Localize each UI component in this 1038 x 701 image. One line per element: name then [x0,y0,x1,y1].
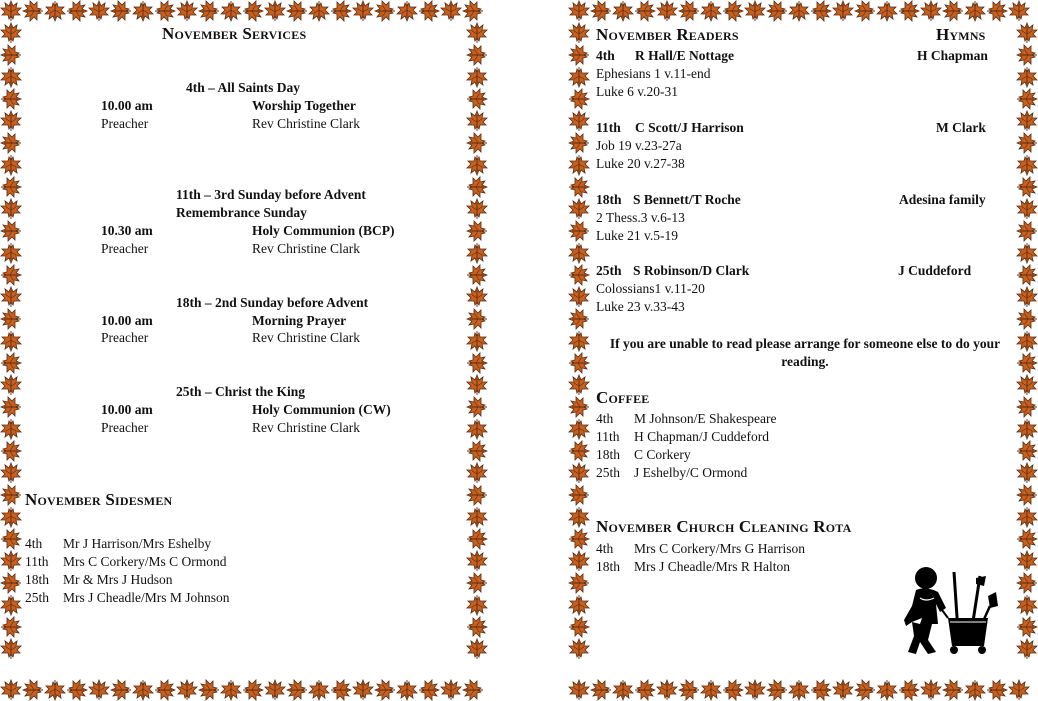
maple-leaf-icon [568,352,590,374]
maple-leaf-icon [568,330,590,352]
maple-leaf-icon [22,0,44,22]
maple-leaf-icon [466,308,488,330]
maple-leaf-icon [0,242,22,264]
maple-leaf-icon [466,242,488,264]
reading-1: Colossians1 v.11-20 [596,281,705,296]
right-page [568,0,1038,701]
maple-leaf-icon [0,484,22,506]
maple-leaf-icon [0,198,22,220]
maple-leaf-icon [330,679,352,701]
reading-2: Luke 20 v.27-38 [596,156,685,171]
maple-leaf-icon [1016,286,1038,308]
cleaner-with-mop-and-bucket-icon [902,562,1002,658]
maple-leaf-icon [0,330,22,352]
maple-leaf-icon [0,616,22,638]
maple-leaf-icon [466,154,488,176]
maple-leaf-icon [568,308,590,330]
maple-leaf-icon [920,679,942,701]
maple-leaf-icon [466,506,488,528]
reader-names: S Bennett/T Roche [633,192,741,207]
maple-leaf-icon [466,352,488,374]
rota-date: 18th [596,447,621,462]
rota-names: C Corkery [634,447,691,462]
maple-leaf-icon [1016,352,1038,374]
maple-leaf-icon [466,484,488,506]
maple-leaf-icon [44,679,66,701]
maple-leaf-icon [1016,44,1038,66]
maple-leaf-icon [418,0,440,22]
maple-leaf-icon [110,679,132,701]
maple-leaf-icon [722,0,744,22]
maple-leaf-icon [1016,572,1038,594]
maple-leaf-icon [466,198,488,220]
rota-names: Mrs J Cheadle/Mrs M Johnson [63,590,230,605]
maple-leaf-icon [1016,528,1038,550]
rota-date: 18th [25,572,50,587]
maple-leaf-icon [198,0,220,22]
maple-leaf-icon [418,679,440,701]
service-name: Holy Communion (BCP) [252,223,395,238]
maple-leaf-icon [462,0,484,22]
maple-leaf-icon [1016,396,1038,418]
rota-date: 25th [596,465,621,480]
maple-leaf-icon [466,286,488,308]
maple-leaf-icon [66,679,88,701]
maple-leaf-icon [0,0,22,22]
maple-leaf-icon [466,638,488,660]
preacher-name: Rev Christine Clark [252,241,360,256]
reading-1: Ephesians 1 v.11-end [596,66,711,81]
rota-names: Mr & Mrs J Hudson [63,572,173,587]
maple-leaf-icon [898,0,920,22]
leaf-border-bottom [0,679,488,701]
maple-leaf-icon [854,0,876,22]
maple-leaf-icon [678,0,700,22]
maple-leaf-icon [810,0,832,22]
reading-1: Job 19 v.23-27a [596,138,682,153]
maple-leaf-icon [568,550,590,572]
maple-leaf-icon [964,679,986,701]
maple-leaf-icon [1016,110,1038,132]
rota-date: 4th [596,411,614,426]
maple-leaf-icon [1016,440,1038,462]
maple-leaf-icon [466,550,488,572]
maple-leaf-icon [700,679,722,701]
maple-leaf-icon [568,418,590,440]
maple-leaf-icon [0,110,22,132]
maple-leaf-icon [466,572,488,594]
preacher-name: Rev Christine Clark [252,330,360,345]
maple-leaf-icon [440,0,462,22]
maple-leaf-icon [1016,506,1038,528]
maple-leaf-icon [568,506,590,528]
maple-leaf-icon [352,679,374,701]
maple-leaf-icon [634,679,656,701]
maple-leaf-icon [1016,22,1038,44]
maple-leaf-icon [568,638,590,660]
maple-leaf-icon [466,440,488,462]
coffee-title: Coffee [596,388,650,407]
maple-leaf-icon [66,0,88,22]
maple-leaf-icon [1016,550,1038,572]
maple-leaf-icon [1016,198,1038,220]
leaf-border-right [466,22,488,679]
maple-leaf-icon [176,0,198,22]
reading-2: Luke 6 v.20-31 [596,84,678,99]
maple-leaf-icon [568,462,590,484]
service-heading: 25th – Christ the King [176,384,306,399]
rota-names: Mrs C Corkery/Ms C Ormond [63,554,227,569]
maple-leaf-icon [920,0,942,22]
maple-leaf-icon [766,0,788,22]
maple-leaf-icon [466,374,488,396]
maple-leaf-icon [374,679,396,701]
maple-leaf-icon [568,572,590,594]
maple-leaf-icon [44,0,66,22]
maple-leaf-icon [466,616,488,638]
preacher-name: Rev Christine Clark [252,420,360,435]
rota-date: 18th [596,559,621,574]
left-page [0,0,488,701]
service-time: 10.00 am [101,98,153,113]
maple-leaf-icon [462,679,484,701]
maple-leaf-icon [700,0,722,22]
maple-leaf-icon [678,679,700,701]
maple-leaf-icon [788,679,810,701]
maple-leaf-icon [1008,679,1030,701]
maple-leaf-icon [0,679,22,701]
maple-leaf-icon [1016,308,1038,330]
maple-leaf-icon [1016,462,1038,484]
maple-leaf-icon [568,396,590,418]
maple-leaf-icon [0,550,22,572]
maple-leaf-icon [568,679,590,701]
maple-leaf-icon [1016,154,1038,176]
maple-leaf-icon [766,679,788,701]
maple-leaf-icon [220,679,242,701]
rota-date: 25th [25,590,50,605]
maple-leaf-icon [986,0,1008,22]
maple-leaf-icon [568,176,590,198]
service-time: 10.00 am [101,313,153,328]
maple-leaf-icon [898,679,920,701]
service-heading: 18th – 2nd Sunday before Advent [176,295,369,310]
maple-leaf-icon [568,484,590,506]
maple-leaf-icon [0,396,22,418]
maple-leaf-icon [396,679,418,701]
maple-leaf-icon [568,22,590,44]
preacher-label: Preacher [101,241,149,256]
maple-leaf-icon [876,0,898,22]
maple-leaf-icon [1016,132,1038,154]
maple-leaf-icon [568,154,590,176]
maple-leaf-icon [568,440,590,462]
readers-title: November Readers [596,25,739,44]
maple-leaf-icon [466,330,488,352]
maple-leaf-icon [1008,0,1030,22]
maple-leaf-icon [466,462,488,484]
maple-leaf-icon [568,286,590,308]
maple-leaf-icon [656,0,678,22]
maple-leaf-icon [722,679,744,701]
maple-leaf-icon [1016,638,1038,660]
maple-leaf-icon [466,66,488,88]
maple-leaf-icon [568,220,590,242]
maple-leaf-icon [466,22,488,44]
rota-names: J Eshelby/C Ormond [634,465,748,480]
maple-leaf-icon [308,679,330,701]
maple-leaf-icon [810,679,832,701]
rota-names: Mr J Harrison/Mrs Eshelby [63,536,212,551]
maple-leaf-icon [466,418,488,440]
maple-leaf-icon [788,0,810,22]
service-heading: 11th – 3rd Sunday before Advent [176,187,366,202]
reading-2: Luke 21 v.5-19 [596,228,678,243]
service-name: Holy Communion (CW) [252,402,391,417]
leaf-border-left [0,22,22,679]
maple-leaf-icon [0,44,22,66]
maple-leaf-icon [634,0,656,22]
maple-leaf-icon [466,110,488,132]
maple-leaf-icon [154,679,176,701]
maple-leaf-icon [466,594,488,616]
rota-date: 4th [25,536,43,551]
hymns-name: M Clark [936,120,986,135]
maple-leaf-icon [0,374,22,396]
maple-leaf-icon [568,132,590,154]
maple-leaf-icon [568,528,590,550]
maple-leaf-icon [1016,264,1038,286]
maple-leaf-icon [466,528,488,550]
maple-leaf-icon [1016,88,1038,110]
reader-date: 25th [596,263,622,278]
maple-leaf-icon [1016,330,1038,352]
rota-date: 4th [596,541,614,556]
services-title: November Services [162,24,307,43]
maple-leaf-icon [1016,66,1038,88]
maple-leaf-icon [1016,374,1038,396]
rota-names: H Chapman/J Cuddeford [634,429,769,444]
service-time: 10.30 am [101,223,153,238]
maple-leaf-icon [330,0,352,22]
reader-names: S Robinson/D Clark [633,263,750,278]
maple-leaf-icon [0,528,22,550]
maple-leaf-icon [0,66,22,88]
maple-leaf-icon [568,110,590,132]
maple-leaf-icon [396,0,418,22]
hymns-name: H Chapman [917,48,988,63]
maple-leaf-icon [568,264,590,286]
maple-leaf-icon [568,198,590,220]
service-time: 10.00 am [101,402,153,417]
maple-leaf-icon [1016,176,1038,198]
reading-2: Luke 23 v.33-43 [596,299,685,314]
maple-leaf-icon [0,462,22,484]
reader-date: 4th [596,48,615,63]
maple-leaf-icon [0,308,22,330]
readers-note: If you are unable to read please arrange for someone else to do your reading. [609,336,1001,369]
maple-leaf-icon [854,679,876,701]
maple-leaf-icon [440,679,462,701]
maple-leaf-icon [466,176,488,198]
maple-leaf-icon [466,396,488,418]
maple-leaf-icon [374,0,396,22]
maple-leaf-icon [568,594,590,616]
maple-leaf-icon [1016,418,1038,440]
maple-leaf-icon [832,0,854,22]
maple-leaf-icon [986,679,1008,701]
maple-leaf-icon [0,154,22,176]
service-subheading: Remembrance Sunday [176,205,307,220]
rota-names: M Johnson/E Shakespeare [634,411,777,426]
leaf-border-bottom [568,679,1038,701]
maple-leaf-icon [0,176,22,198]
maple-leaf-icon [612,679,634,701]
maple-leaf-icon [466,220,488,242]
rota-date: 11th [25,554,49,569]
rota-date: 11th [596,429,620,444]
preacher-name: Rev Christine Clark [252,116,360,131]
maple-leaf-icon [466,264,488,286]
leaf-border-top [568,0,1038,22]
maple-leaf-icon [466,44,488,66]
maple-leaf-icon [0,572,22,594]
service-name: Worship Together [252,98,356,113]
maple-leaf-icon [568,0,590,22]
reader-date: 18th [596,192,622,207]
service-name: Morning Prayer [252,313,347,328]
preacher-label: Preacher [101,116,149,131]
reader-date: 11th [596,120,621,135]
maple-leaf-icon [1016,220,1038,242]
maple-leaf-icon [88,679,110,701]
reading-1: 2 Thess.3 v.6-13 [596,210,685,225]
preacher-label: Preacher [101,330,149,345]
maple-leaf-icon [0,220,22,242]
maple-leaf-icon [964,0,986,22]
maple-leaf-icon [286,0,308,22]
reader-names: R Hall/E Nottage [635,48,734,63]
maple-leaf-icon [242,0,264,22]
maple-leaf-icon [264,0,286,22]
maple-leaf-icon [466,88,488,110]
maple-leaf-icon [1016,484,1038,506]
hymns-name: Adesina family [899,192,986,207]
maple-leaf-icon [942,679,964,701]
maple-leaf-icon [132,0,154,22]
maple-leaf-icon [242,679,264,701]
maple-leaf-icon [264,679,286,701]
maple-leaf-icon [220,0,242,22]
maple-leaf-icon [352,0,374,22]
maple-leaf-icon [568,616,590,638]
maple-leaf-icon [0,264,22,286]
maple-leaf-icon [0,594,22,616]
maple-leaf-icon [286,679,308,701]
maple-leaf-icon [876,679,898,701]
maple-leaf-icon [832,679,854,701]
maple-leaf-icon [1016,242,1038,264]
service-heading: 4th – All Saints Day [186,80,301,95]
maple-leaf-icon [154,0,176,22]
maple-leaf-icon [0,440,22,462]
leaf-border-right [1016,22,1038,679]
maple-leaf-icon [0,418,22,440]
maple-leaf-icon [590,0,612,22]
maple-leaf-icon [176,679,198,701]
maple-leaf-icon [612,0,634,22]
maple-leaf-icon [0,88,22,110]
reader-names: C Scott/J Harrison [635,120,744,135]
leaf-border-left [568,22,590,679]
maple-leaf-icon [0,132,22,154]
maple-leaf-icon [466,132,488,154]
maple-leaf-icon [744,679,766,701]
maple-leaf-icon [0,22,22,44]
sidesmen-title: November Sidesmen [25,490,173,509]
maple-leaf-icon [1016,594,1038,616]
maple-leaf-icon [568,66,590,88]
maple-leaf-icon [568,88,590,110]
leaf-border-top [0,0,488,22]
preacher-label: Preacher [101,420,149,435]
maple-leaf-icon [744,0,766,22]
maple-leaf-icon [198,679,220,701]
hymns-title: Hymns [936,25,986,44]
rota-names: Mrs J Cheadle/Mrs R Halton [634,559,790,574]
maple-leaf-icon [0,506,22,528]
maple-leaf-icon [0,638,22,660]
rota-names: Mrs C Corkery/Mrs G Harrison [634,541,805,556]
maple-leaf-icon [1016,616,1038,638]
maple-leaf-icon [568,44,590,66]
maple-leaf-icon [88,0,110,22]
maple-leaf-icon [308,0,330,22]
maple-leaf-icon [656,679,678,701]
hymns-name: J Cuddeford [898,263,972,278]
maple-leaf-icon [110,0,132,22]
maple-leaf-icon [568,374,590,396]
maple-leaf-icon [568,242,590,264]
maple-leaf-icon [942,0,964,22]
maple-leaf-icon [590,679,612,701]
maple-leaf-icon [0,286,22,308]
maple-leaf-icon [132,679,154,701]
maple-leaf-icon [0,352,22,374]
maple-leaf-icon [22,679,44,701]
cleaning-title: November Church Cleaning Rota [596,517,852,536]
